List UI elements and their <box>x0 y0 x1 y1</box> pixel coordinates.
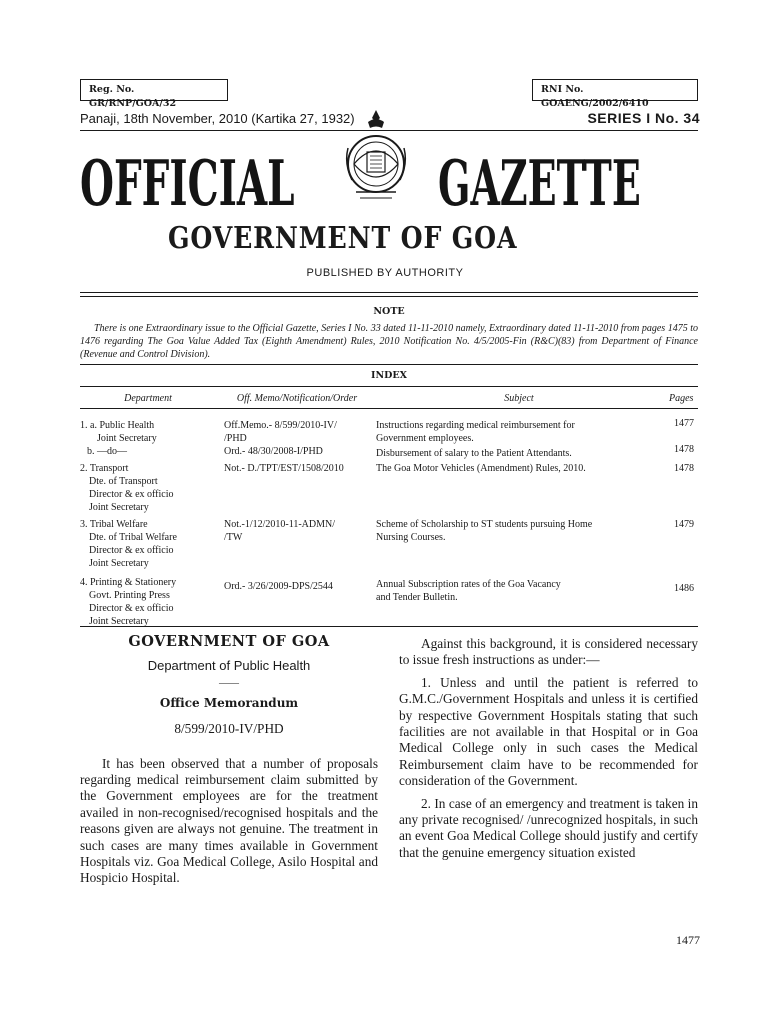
rule-below-masthead-2 <box>80 296 698 297</box>
index-row-2-subject: The Goa Motor Vehicles (Amendment) Rules, 2010. <box>376 463 586 474</box>
published-by-authority: PUBLISHED BY AUTHORITY <box>306 267 464 279</box>
index-row-4-subject: Annual Subscription rates of the Goa Vacancy and Tender Bulletin. <box>376 579 561 603</box>
memo-left-column <box>80 634 378 887</box>
index-row-4-pages: 1486 <box>674 583 694 594</box>
note-text: There is one Extraordinary issue to the Official Gazette, Series I No. 33 dated 11-11-2010 namely, Extraordinary dated 11-11-2010 from pages 1475 to 1476 regarding The Goa Value Added Tax (Eighth Amendment) Rules, 2010 Notification No. 4/5/2005-Fin (R&C)(83) from Department of Finance (Revenue and Control Division). <box>80 323 698 360</box>
memo-title: Office Memorandum <box>159 695 299 710</box>
index-row-1-department: 1. a. Public Health Joint Secretary b. —do— <box>80 420 157 457</box>
index-row-4-department: 4. Printing & Stationery Govt. Printing Press Director & ex officio Joint Secretary <box>80 577 177 627</box>
rule-below-index <box>80 626 698 627</box>
rni-number-box: RNI No. GOAENG/2002/6410 <box>532 79 698 101</box>
rule-below-masthead <box>80 292 698 293</box>
memo-paragraph-3: 1. Unless and until the patient is referred to G.M.C./Government Hospitals and unless it is certified by respective Government Hospitals stating that such facilities are not available in that Hospital or in Goa Medical College only in such cases the Medical Reimbursement claim have to be recommended for consideration of the Government. <box>399 674 698 789</box>
goa-state-emblem-icon <box>340 108 412 204</box>
index-row-2-pages: 1478 <box>674 463 694 474</box>
memo-paragraph-1: It has been observed that a number of proposals regarding medical reimbursement claim submitted by the Government employees are for the treatment availed in non-recognised/recognised hospitals and the reasons given are always not genuine. The treatment in such cases are many times available in Government Hospitals viz. Goa Medical College, Asilo Hospital and Hospicio Hospital. <box>80 755 378 886</box>
index-row-3-subject: Scheme of Scholarship to ST students pursuing Home Nursing Courses. <box>376 519 593 543</box>
masthead-official: OFFICIAL <box>80 146 295 220</box>
index-row-3-pages: 1479 <box>674 519 694 530</box>
series-number: SERIES I No. 34 <box>587 110 700 126</box>
column-header-department: Department <box>124 393 172 404</box>
column-header-order: Off. Memo/Notification/Order <box>236 393 358 404</box>
index-row-1-pages: 1477 1478 <box>674 418 694 455</box>
index-row-3-department: 3. Tribal Welfare Dte. of Tribal Welfare Director & ex officio Joint Secretary <box>80 519 177 569</box>
memo-separator: —— <box>219 677 239 689</box>
government-of-goa-title: GOVERNMENT OF GOA <box>168 221 518 256</box>
index-row-2-order: Not.- D./TPT/EST/1508/2010 <box>224 463 344 474</box>
index-row-1-order: Off.Memo.- 8/599/2010-IV/ /PHD Ord.- 48/30/2008-I/PHD <box>224 420 337 457</box>
index-heading: INDEX <box>371 370 407 381</box>
memo-government-heading: GOVERNMENT OF GOA <box>128 633 330 650</box>
memo-paragraph-4: 2. In case of an emergency and treatment is taken in any private recognised/ /unrecognized hospitals, in such an event Goa Medical College should justify and certify that the genuine emergency situation existed <box>399 795 698 860</box>
column-header-pages: Pages <box>669 393 694 404</box>
memo-paragraph-2: Against this background, it is considered necessary to issue fresh instructions as under:— <box>399 636 698 668</box>
memo-number: 8/599/2010-IV/PHD <box>174 721 284 737</box>
issue-date: Panaji, 18th November, 2010 (Kartika 27, 1932) <box>80 111 355 126</box>
rule-below-note <box>80 364 698 365</box>
registration-number-box: Reg. No. GR/RNP/GOA/32 <box>80 79 228 101</box>
page-number: 1477 <box>676 933 700 947</box>
index-row-1-subject: Instructions regarding medical reimbursement for Government employees. Disbursement of salary to the Patient Attendants. <box>376 420 575 459</box>
note-heading: NOTE <box>373 306 405 317</box>
index-row-2-department: 2. Transport Dte. of Transport Director & ex officio Joint Secretary <box>80 463 174 513</box>
memo-right-column <box>399 636 698 861</box>
index-row-4-order: Ord.- 3/26/2009-DPS/2544 <box>224 581 333 592</box>
memo-department: Department of Public Health <box>147 658 311 674</box>
rule-above-index-head <box>80 386 698 387</box>
column-header-subject: Subject <box>504 393 534 404</box>
index-row-3-order: Not.-1/12/2010-11-ADMN/ /TW <box>224 519 336 543</box>
masthead-gazette: GAZETTE <box>438 146 641 220</box>
rule-below-index-head <box>80 408 698 409</box>
